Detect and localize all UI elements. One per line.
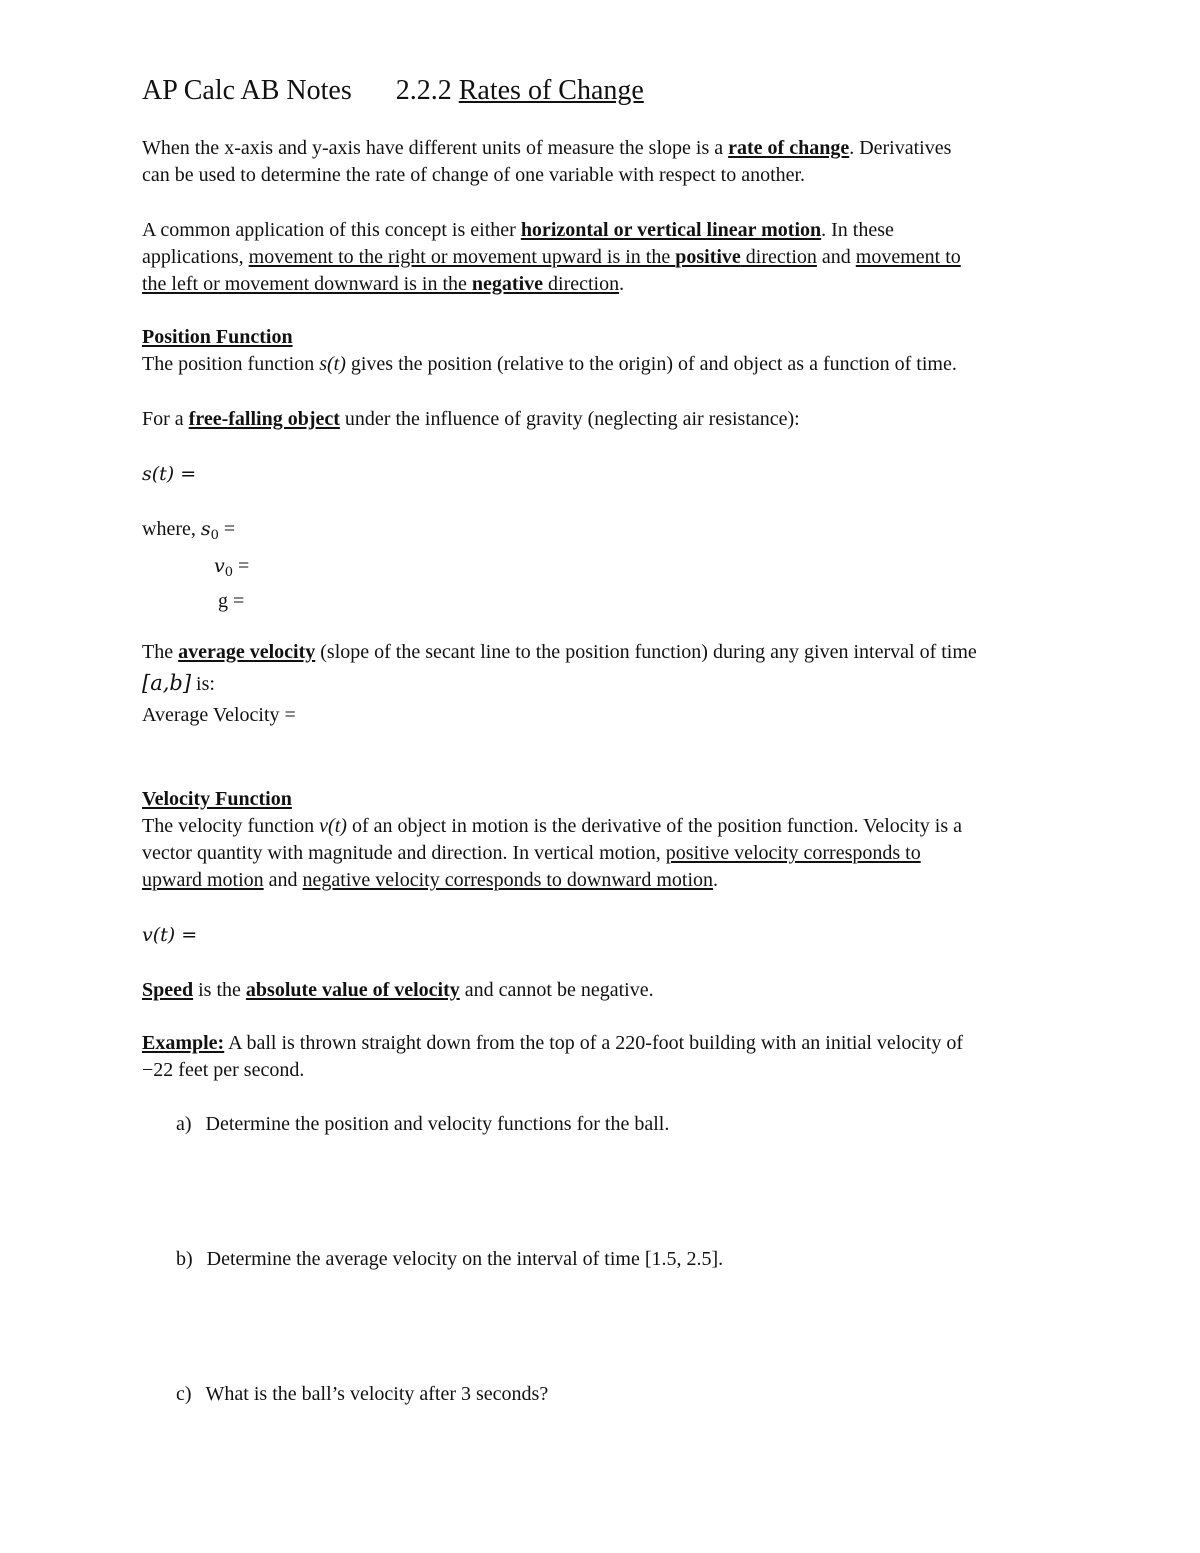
intro-text-end: . Derivatives [849, 137, 952, 159]
free-fall-text: For a [142, 408, 189, 430]
positive-term: positive [675, 246, 741, 268]
velocity-fn: v(t) [319, 815, 347, 837]
speed-term: Speed [142, 979, 194, 1001]
motion-period: . [619, 273, 625, 295]
v0-line [214, 553, 249, 586]
position-section [142, 324, 957, 378]
page-title [142, 74, 644, 108]
motion-paragraph [142, 217, 961, 298]
question-b-label: b) [176, 1248, 193, 1270]
motion-text-end: . In these [821, 219, 894, 241]
average-velocity-label: Average Velocity = [142, 704, 296, 726]
negative-direction-end: direction [543, 273, 620, 295]
negative-direction-phrase-start: movement to [855, 246, 961, 268]
s0-var: s [200, 518, 211, 540]
free-fall-line [142, 406, 800, 433]
v-equation: v(t) = [142, 924, 198, 946]
velocity-and: and [263, 869, 303, 891]
example-text: A ball is thrown straight down from the top of a 220-foot building with an initial velocity of [224, 1032, 964, 1054]
s0-sub: 0 [210, 528, 219, 543]
motion-line2-start: applications, [142, 246, 249, 268]
free-fall-text-end: under the influence of gravity (neglecting air resistance): [339, 408, 800, 430]
positive-velocity-phrase: positive velocity corresponds to [665, 842, 921, 864]
avg-text-end: (slope of the secant line to the position function) during any given interval of time [315, 641, 977, 663]
v0-var: v [214, 555, 225, 577]
speed-text-end: and cannot be negative. [459, 979, 654, 1001]
example-paragraph [142, 1030, 963, 1084]
position-heading: Position Function [142, 326, 293, 348]
rate-of-change-term: rate of change [728, 137, 850, 159]
motion-text: A common application of this concept is either [142, 219, 521, 241]
velocity-text-end: of an object in motion is the derivative of the position function. Velocity is a [346, 815, 963, 837]
section-title: Rates of Change [458, 75, 644, 106]
question-c-label: c) [176, 1383, 192, 1405]
position-text-end: gives the position (relative to the origin) of and object as a function of time. [345, 353, 957, 375]
average-velocity-term: average velocity [178, 641, 316, 663]
where-s0 [142, 516, 235, 549]
avg-text: The [142, 641, 179, 663]
free-falling-term: free-falling object [188, 408, 340, 430]
velocity-section [142, 786, 962, 894]
motion-and: and [816, 246, 856, 268]
avg-is: is: [191, 673, 215, 695]
v0-eq: = [233, 555, 250, 577]
interval-ab: [a,b] [142, 671, 192, 695]
g-line: g = [218, 590, 245, 612]
s-equation: s(t) = [142, 463, 197, 485]
speed-text: is the [193, 979, 246, 1001]
question-a-text: Determine the position and velocity functions for the ball. [205, 1113, 670, 1135]
v0-sub: 0 [224, 565, 234, 580]
course-name: AP Calc AB Notes [142, 75, 352, 106]
question-b [176, 1246, 723, 1273]
question-a-label: a) [176, 1113, 192, 1135]
upward-motion-phrase: upward motion [142, 869, 264, 891]
linear-motion-term: horizontal or vertical linear motion [520, 219, 822, 241]
intro-line-2: can be used to determine the rate of change of one variable with respect to another. [142, 164, 806, 186]
position-fn: s(t) [319, 353, 346, 375]
absolute-value-term: absolute value of velocity [245, 979, 460, 1001]
question-c-text: What is the ball’s velocity after 3 seconds? [205, 1383, 549, 1405]
negative-velocity-phrase: negative velocity corresponds to downward motion [302, 869, 714, 891]
example-line-2: −22 feet per second. [142, 1059, 305, 1081]
s0-eq: = [218, 518, 236, 540]
where-label: where, [142, 518, 201, 540]
question-b-text: Determine the average velocity on the interval of time [1.5, 2.5]. [206, 1248, 724, 1270]
velocity-heading: Velocity Function [142, 788, 292, 810]
velocity-period: . [713, 869, 719, 891]
example-label: Example: [142, 1032, 225, 1054]
intro-text: When the x-axis and y-axis have different units of measure the slope is a [142, 137, 729, 159]
velocity-text: The velocity function [142, 815, 320, 837]
speed-line [142, 977, 654, 1004]
negative-term: negative [471, 273, 544, 295]
positive-direction-end: direction [740, 246, 817, 268]
velocity-line2: vector quantity with magnitude and direction. In vertical motion, [142, 842, 666, 864]
negative-direction-phrase: the left or movement downward is in the [142, 273, 472, 295]
position-text: The position function [142, 353, 320, 375]
question-c [176, 1381, 548, 1408]
positive-direction-phrase: movement to the right or movement upward is in the [248, 246, 676, 268]
section-number: 2.2.2 [395, 75, 452, 106]
question-a [176, 1111, 669, 1138]
average-velocity-paragraph [142, 639, 977, 729]
intro-paragraph [142, 135, 951, 189]
